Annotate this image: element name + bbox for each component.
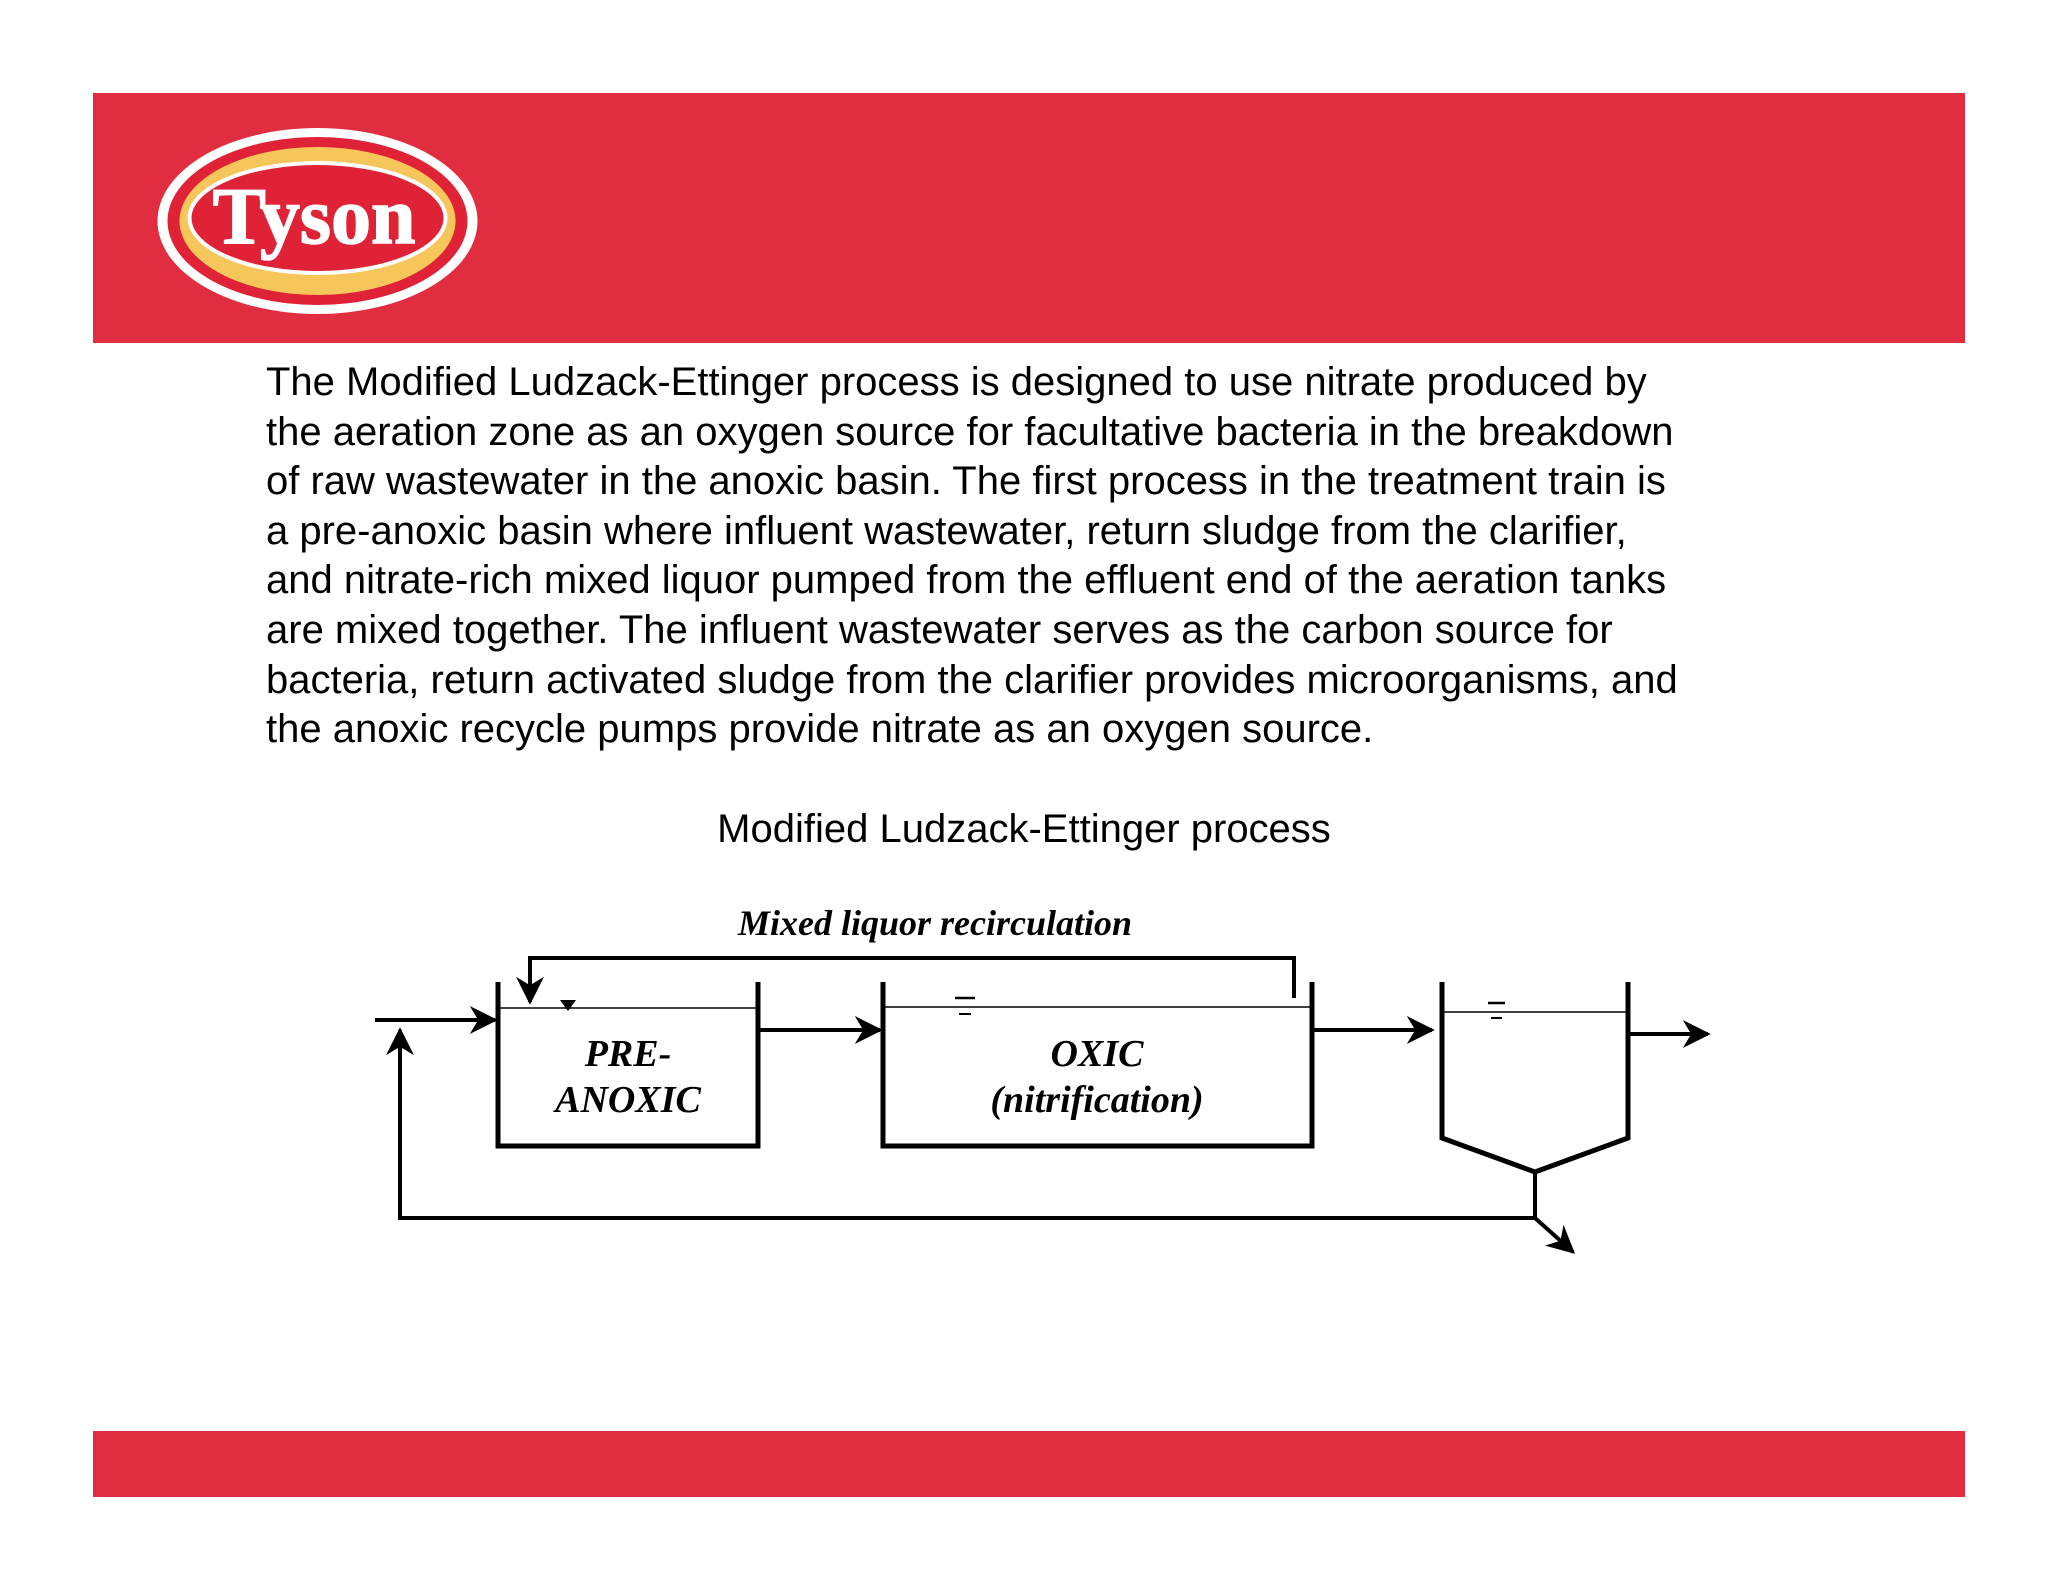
oxic-label-line1: OXIC [1050,1033,1144,1075]
oxic-label-line2: (nitrification) [990,1079,1204,1121]
recirculation-label: Mixed liquor recirculation [737,903,1133,943]
preanoxic-label-line2: ANOXIC [555,1079,701,1121]
svg-text:Tyson: Tyson [212,173,416,261]
tyson-logo [155,125,480,317]
footer-band [93,1431,1965,1497]
body-paragraph: The Modified Ludzack-Ettinger process is designed to use nitrate produced by the aeration zone as an oxygen source for facultative bacteria in the breakdown of raw wastewater in the anoxic basin. The first process in the treatment train is a pre-anoxic basin where influent wastewater, return sludge from the clarifier, and nitrate-rich mixed liquor pumped from the effluent end of the aeration tanks are mixed together. The influent wastewater serves as the carbon source for bacteria, return activated sludge from the clarifier provides microorganisms, and the anoxic recycle pumps provide nitrate as an oxygen source. [266,360,1678,752]
preanoxic-label-line1: PRE- [584,1033,672,1075]
clarifier [1442,982,1628,1172]
recirculation-line [530,958,1294,1002]
waste-sludge-arrow [1535,1218,1573,1252]
mle-process-diagram [360,890,1740,1270]
return-sludge-line [400,1030,1535,1218]
figure-title: Modified Ludzack-Ettinger process [717,807,1331,851]
